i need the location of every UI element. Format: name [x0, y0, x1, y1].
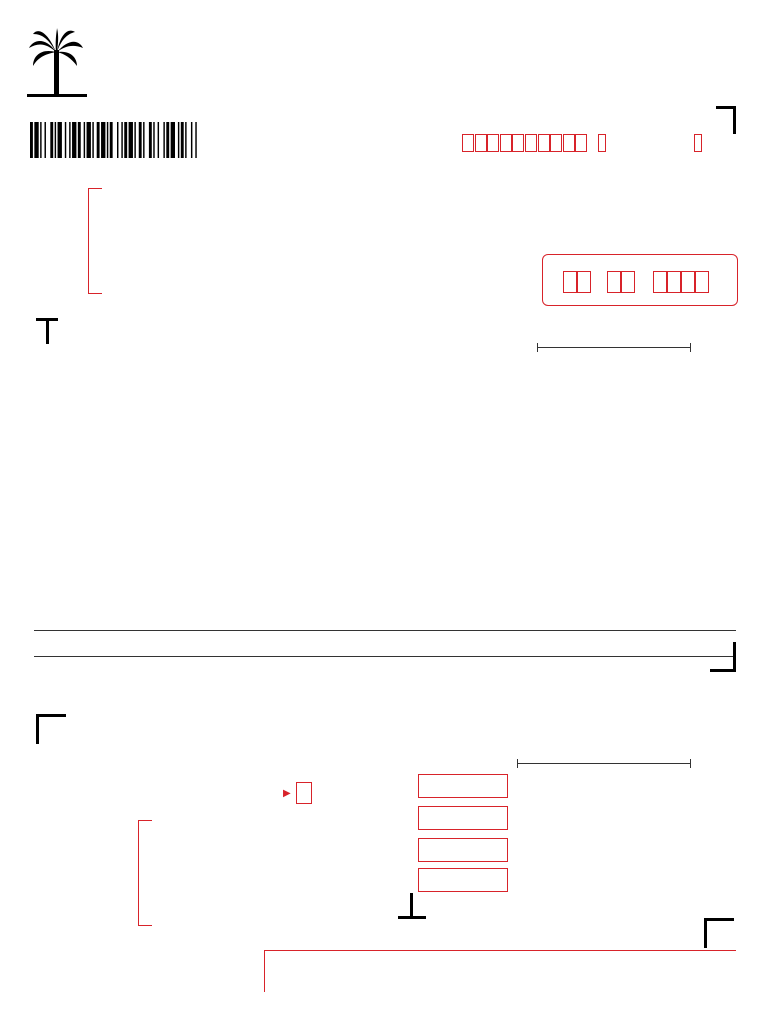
- corner-mark: [733, 642, 736, 672]
- signature-rule: [34, 656, 736, 657]
- signature-rule: [34, 630, 736, 631]
- postmark-date-box[interactable]: [681, 271, 695, 293]
- corner-mark: [704, 918, 707, 948]
- palm-tree-icon: [27, 26, 87, 98]
- dor-use-only-box: [542, 254, 738, 306]
- florida-dor-logo: [27, 26, 87, 114]
- postmark-date-box[interactable]: [653, 271, 667, 293]
- handwritten-digit: [475, 134, 487, 152]
- us-dollars-header: [537, 343, 691, 353]
- coupon-address-bracket: [138, 820, 152, 926]
- handwritten-digit: [563, 134, 575, 152]
- corner-mark: [46, 318, 49, 344]
- handwritten-digit: [575, 134, 587, 152]
- do-not-write-border: [264, 950, 736, 992]
- postmark-date-box[interactable]: [607, 271, 621, 293]
- corner-mark: [733, 106, 736, 134]
- address-bracket: [88, 188, 102, 294]
- postmark-date-box[interactable]: [621, 271, 635, 293]
- barcode: [30, 122, 248, 158]
- handwritten-digit: [487, 134, 499, 152]
- handwritten-digit: [525, 134, 537, 152]
- handwritten-digit: [550, 134, 562, 152]
- total-credit-label-box: [418, 806, 508, 830]
- corner-mark: [704, 918, 734, 921]
- corner-mark: [410, 893, 413, 918]
- corner-mark: [36, 714, 66, 717]
- postmark-date-box[interactable]: [695, 271, 709, 293]
- corner-mark: [710, 669, 736, 672]
- postmark-date-box[interactable]: [563, 271, 577, 293]
- total-refund-label-box: [418, 838, 508, 862]
- corner-mark: [36, 714, 39, 744]
- postmark-date-box[interactable]: [577, 271, 591, 293]
- arrow-right-icon: ▶: [283, 788, 291, 799]
- logo-vertical-text: [85, 24, 95, 96]
- handwritten-digit: [462, 134, 474, 152]
- ink-example-typed: [598, 134, 704, 152]
- barcode-icon: [30, 122, 248, 158]
- handwritten-digit: [538, 134, 550, 152]
- fein-label-box: [418, 868, 508, 892]
- handwritten-digit: [512, 134, 524, 152]
- electronic-checkbox[interactable]: [296, 782, 312, 804]
- postmark-date-box[interactable]: [667, 271, 681, 293]
- handwritten-digit: [500, 134, 512, 152]
- total-due-label-box: [418, 774, 508, 798]
- coupon-us-dollars-header: [517, 759, 691, 769]
